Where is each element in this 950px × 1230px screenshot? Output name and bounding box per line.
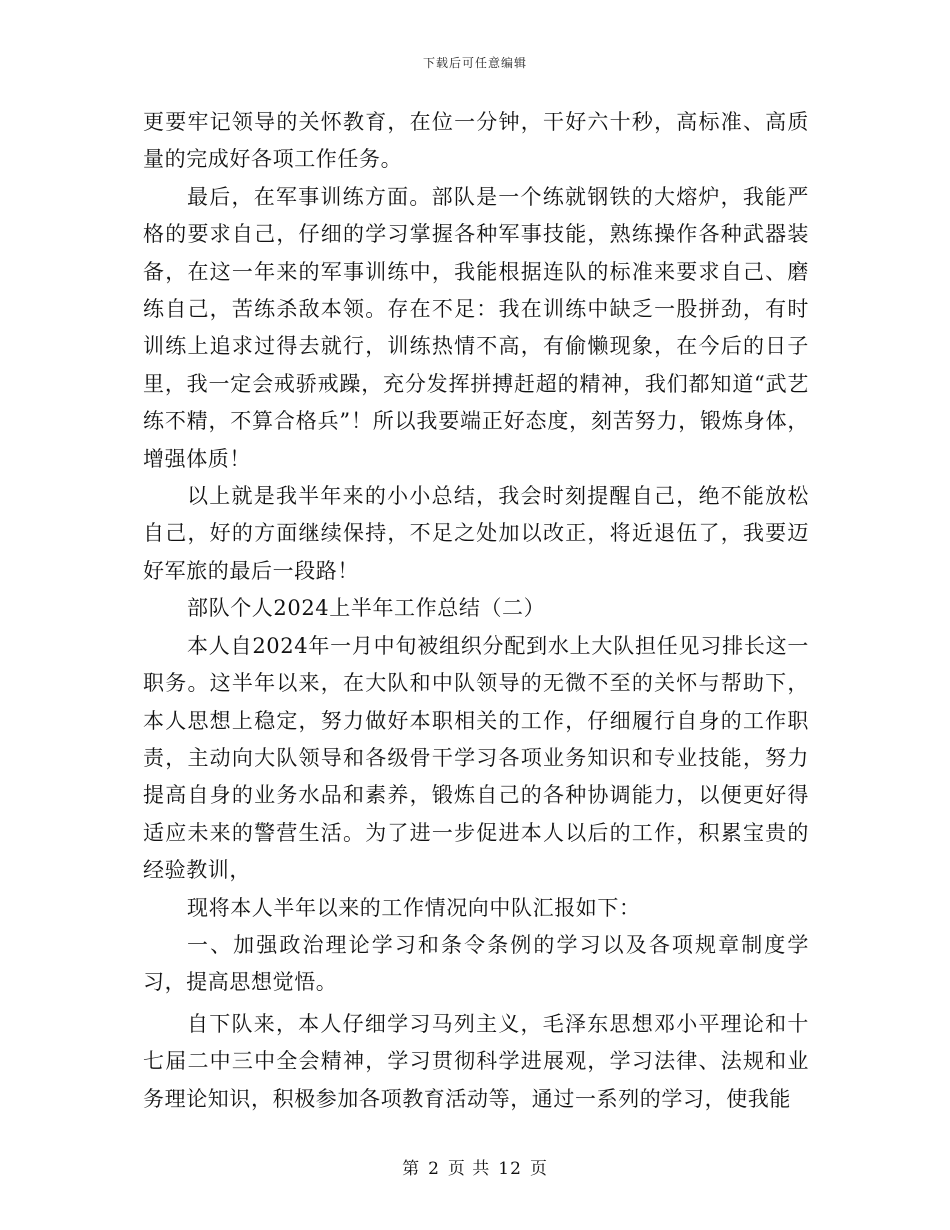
page-footer <box>0 1154 950 1179</box>
page-number-current: 2 <box>428 1159 440 1179</box>
footer-middle: 页 共 <box>447 1159 491 1179</box>
paragraph: 现将本人半年以来的工作情况向中队汇报如下： <box>187 895 641 920</box>
footer-prefix: 第 <box>402 1159 421 1179</box>
footer-suffix: 页 <box>529 1159 548 1179</box>
page-number-total: 12 <box>498 1159 522 1179</box>
paragraph: 最后，在军事训练方面。部队是一个练就钢铁的大熔炉，我能严格的要求自己，仔细的学习掌握各种军事技能，熟练操作各种武器装备，在这一年来的军事训练中，我能根据连队的标准来要求自己、磨练自己，苦练杀敌本领。存在不足：我在训练中缺乏一股拼劲，有时训练上追求过得去就行，训练热情不高，有偷懒现象，在今后的日子里，我一定会戒骄戒躁，充分发挥拼搏赶超的精神，我们都知道“武艺练不精，不算合格兵”！所以我要端正好态度，刻苦努力，锻炼身体，增强体质！ <box>143 184 809 471</box>
paragraph: 以上就是我半年来的小小总结，我会时刻提醒自己，绝不能放松自己，好的方面继续保持，不足之处加以改正，将近退伍了，我要迈好军旅的最后一段路！ <box>143 484 809 583</box>
section-title: 部队个人2024上半年工作总结（二） <box>187 596 546 621</box>
document-body <box>143 104 809 1118</box>
page-header: 下载后可任意编辑 <box>422 56 527 70</box>
paragraph: 自下队来，本人仔细学习马列主义，毛泽东思想邓小平理论和十七届二中三中全会精神，学习贯彻科学进展观，学习法律、法规和业务理论知识，积极参加各项教育活动等，通过一系列的学习，使我能 <box>143 1011 809 1111</box>
paragraph: 一、加强政治理论学习和条令条例的学习以及各项规章制度学习，提高思想觉悟。 <box>143 932 809 995</box>
paragraph: 更要牢记领导的关怀教育，在位一分钟，干好六十秒，高标准、高质量的完成好各项工作任务。 <box>143 110 809 172</box>
paragraph: 本人自2024年一月中旬被组织分配到水上大队担任见习排长这一职务。这半年以来，在大队和中队领导的无微不至的关怀与帮助下，本人思想上稳定，努力做好本职相关的工作，仔细履行自身的工作职责，主动向大队领导和各级骨干学习各项业务知识和专业技能，努力提高自身的业务水品和素养，锻炼自己的各种协调能力，以便更好得适应未来的警营生活。为了进一步促进本人以后的工作，积累宝贵的经验教训， <box>143 633 809 883</box>
